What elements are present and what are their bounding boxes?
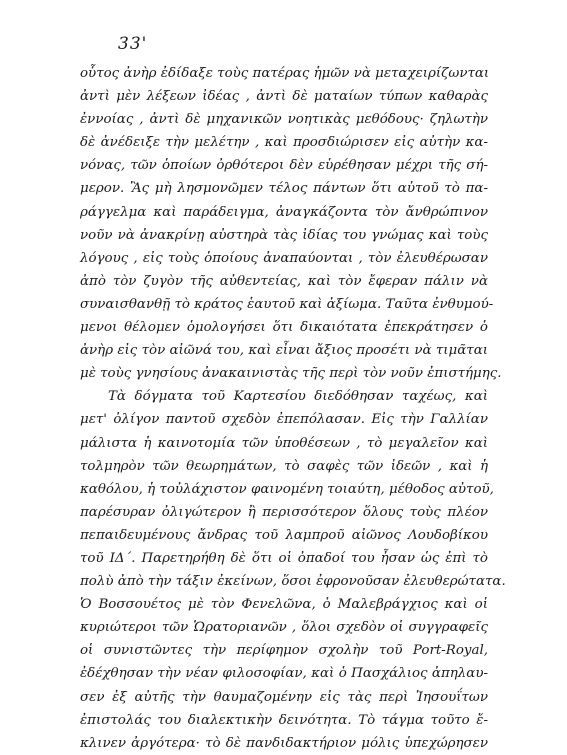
text-line: πολὺ ἀπὸ τὴν τάξιν ἐκείνων, ὅσοι ἐφρονοῦσαν ἐλευθερώτατα.: [80, 574, 506, 590]
text-line: κυριώτεροι τῶν Ὡρατοριανῶν , ὅλοι σχεδὸν οἱ συγγραφεῖς: [80, 620, 488, 636]
text-line: μερον. Ἂς μὴ λησμονῶμεν τέλος πάντων ὅτι αὐτοῦ τὸ πα-: [80, 181, 488, 197]
text-line: μάλιστα ἡ καινοτομία τῶν ὑποθέσεων , τὸ μεγαλεῖον καὶ: [80, 435, 488, 451]
text-line: κλινεν ἀργότερα· τὸ δὲ πανδιδακτήριον μόλις ὑπεχώρησεν: [80, 735, 488, 751]
text-line: συναισθανθῇ τὸ κράτος ἑαυτοῦ καὶ ἀξίωμα. Ταῦτα ἐνθυμού-: [80, 296, 494, 312]
text-line: τοῦ ΙΔ΄. Παρετηρήθη δὲ ὅτι οἱ ὀπαδοί του ἦσαν ὡς ἐπὶ τὸ: [80, 550, 488, 566]
text-line: ράγγελμα καὶ παράδειγμα, ἀναγκάζοντα τὸν ἄνθρώπινον: [80, 204, 488, 220]
text-line: τολμηρὸν τῶν θεωρημάτων, τὸ σαφὲς τῶν ἰδεῶν , καὶ ἡ: [80, 458, 488, 474]
text-line: νόνας, τῶν ὁποίων ὀρθότεροι δὲν εὑρέθησαν μέχρι τῆς σή-: [80, 158, 488, 174]
text-line: οἱ συνιστῶντες τὴν περίφημον σχολὴν τοῦ Port-Royal,: [80, 643, 488, 659]
text-line: ἐννοίας , ἀντὶ δὲ μηχανικῶν νοητικὰς μεθόδους· ζηλωτὴν: [80, 112, 488, 128]
text-line: οὗτος ἀνὴρ ἐδίδαξε τοὺς πατέρας ἡμῶν νὰ μεταχειρίζωνται: [80, 66, 490, 81]
text-line: ἐπιστολάς του διαλεκτικὴν δεινότητα. Τὸ τάγμα τοῦτο ἔ-: [80, 712, 488, 728]
text-line: ἐδέχθησαν τὴν νέαν φιλοσοφίαν, καὶ ὁ Πασχάλιος ἀπηλαυ-: [80, 666, 488, 682]
text-line: μενοι θέλομεν ὁμολογήσει ὅτι δικαιότατα ἐπεκράτησεν ὁ: [80, 320, 488, 336]
text-line: καθόλου, ἡ τοὐλάχιστον φαινομένη τοιαύτη, μέθοδος αὐτοῦ,: [80, 481, 494, 497]
body-text: [80, 62, 506, 755]
text-line: σεν ἐξ αὐτῆς τὴν θαυμαζομένην εἰς τὰς περὶ Ἰησουΐτων: [80, 689, 488, 705]
text-line: λόγους , εἰς τοὺς ὁποίους ἀναπαύονται , τὸν ἐλευθέρωσαν: [80, 250, 488, 266]
text-line: Τὰ δόγματα τοῦ Καρτεσίου διεδόθησαν ταχέως, καὶ: [108, 389, 488, 405]
text-line: Ὁ Βοσσουέτος μὲ τὸν Φενελῶνα, ὁ Μαλεβράγχιος καὶ οἱ: [80, 597, 488, 613]
text-line: δὲ ἀνέδειξε τὴν μελέτην , καὶ προσδιώρισεν εἰς αὐτὴν κα-: [80, 135, 488, 151]
text-line: ἀνὴρ εἰς τὸν αἰῶνά του, καὶ εἶναι ἄξιος προσέτι νὰ τιμᾶται: [80, 343, 488, 359]
text-line: πεπαιδευμένους ἄνδρας τοῦ λαμπροῦ αἰῶνος Λουδοβίκου: [80, 527, 488, 543]
text-line: παρέσυραν ὀλιγώτερον ἢ περισσότερον ὅλους τοὺς πλέον: [80, 504, 488, 520]
text-line: ἀπὸ τὸν ζυγὸν τῆς αὐθεντείας, καὶ τὸν ἔφεραν πάλιν νὰ: [80, 273, 488, 289]
text-line: μετ' ὀλίγον παντοῦ σχεδὸν ἐπεπόλασαν. Εἰς τὴν Γαλλίαν: [80, 412, 488, 428]
text-line: νοῦν νὰ ἀνακρίνῃ αὐστηρὰ τὰς ἰδίας του γνώμας καὶ τοὺς: [80, 227, 488, 243]
text-line: μὲ τοὺς γνησίους ἀνακαινιστὰς τῆς περὶ τὸν νοῦν ἐπιστήμης.: [80, 366, 502, 382]
page-number: 33': [118, 34, 148, 54]
text-line: ἀντὶ μὲν λέξεων ἰδέας , ἀντὶ δὲ ματαίων τύπων καθαρὰς: [80, 89, 488, 105]
